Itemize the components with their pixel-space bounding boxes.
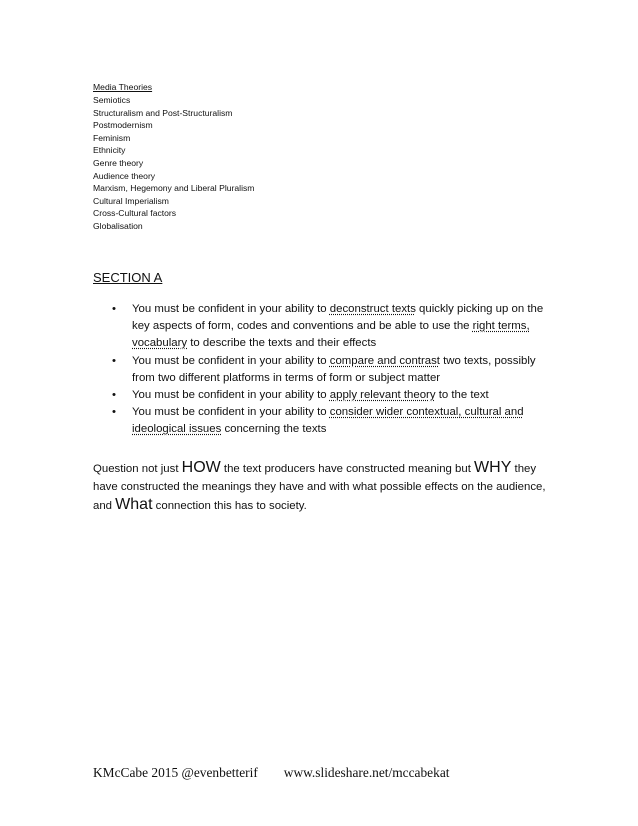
- bullet-text: quickly picking up on the key aspects of form, codes and conventions and be able to use the: [132, 303, 544, 333]
- page-footer: [93, 765, 449, 781]
- bullet-text: to describe the texts and their effects: [187, 337, 377, 350]
- section-a-bullets: [112, 301, 552, 439]
- bullet-marker: •: [112, 303, 116, 315]
- theory-item: Structuralism and Post-Structuralism: [93, 107, 233, 118]
- theory-item: Semiotics: [93, 95, 131, 105]
- theory-item: Postmodernism: [93, 120, 153, 131]
- emphasis-why: WHY: [474, 459, 512, 477]
- bullet-text: You must be confident in your ability to: [132, 389, 330, 402]
- theory-item: Genre theory: [93, 157, 144, 168]
- media-theories-heading: Media Theories: [93, 82, 153, 92]
- emphasis-how: HOW: [181, 459, 221, 477]
- key-phrase: compare and contrast: [329, 354, 440, 367]
- question-text: Question not just: [93, 463, 182, 476]
- theory-item: Cross-Cultural factors: [93, 208, 177, 219]
- theory-item: Feminism: [93, 132, 131, 143]
- bullet-marker: •: [112, 354, 116, 367]
- key-phrase: consider wider contextual, cultural and ideological issues: [132, 406, 524, 436]
- bullet-text: You must be confident in your ability to: [132, 303, 330, 315]
- footer-url: www.slideshare.net/mccabekat: [283, 765, 450, 780]
- bullet-item: [112, 353, 552, 387]
- theory-item: Ethnicity: [93, 145, 126, 156]
- bullet-text: You must be confident in your ability to: [132, 406, 330, 419]
- bullet-item: [112, 301, 552, 353]
- question-text: they have constructed the meanings they have and with what possible effects on the audience, and: [93, 463, 546, 513]
- key-phrase: apply relevant theory: [329, 389, 436, 402]
- key-phrase: deconstruct texts: [329, 303, 416, 315]
- question-text: the text producers have constructed meaning but: [220, 463, 475, 476]
- bullet-item: [112, 387, 552, 404]
- emphasis-what: What: [115, 496, 153, 514]
- theory-item: Audience theory: [93, 170, 156, 181]
- question-paragraph: [93, 459, 553, 515]
- bullet-text: to the text: [435, 389, 489, 402]
- media-theories-list: [93, 94, 254, 233]
- footer-author: KMcCabe 2015 @evenbetterif: [93, 765, 258, 780]
- bullet-text: two texts, possibly from two different platforms in terms of form or subject matter: [132, 354, 536, 384]
- bullet-marker: •: [112, 389, 116, 402]
- theory-item: Globalisation: [93, 220, 143, 231]
- theory-item: Marxism, Hegemony and Liberal Pluralism: [93, 183, 255, 194]
- bullet-item: [112, 404, 552, 438]
- bullet-text: You must be confident in your ability to: [132, 354, 330, 367]
- bullet-text: concerning the texts: [221, 423, 327, 436]
- section-a-title: SECTION A: [93, 270, 163, 285]
- bullet-marker: •: [112, 406, 116, 419]
- theory-item: Cultural Imperialism: [93, 195, 169, 206]
- key-phrase: right terms, vocabulary: [132, 320, 530, 350]
- question-text: connection this has to society.: [152, 500, 307, 513]
